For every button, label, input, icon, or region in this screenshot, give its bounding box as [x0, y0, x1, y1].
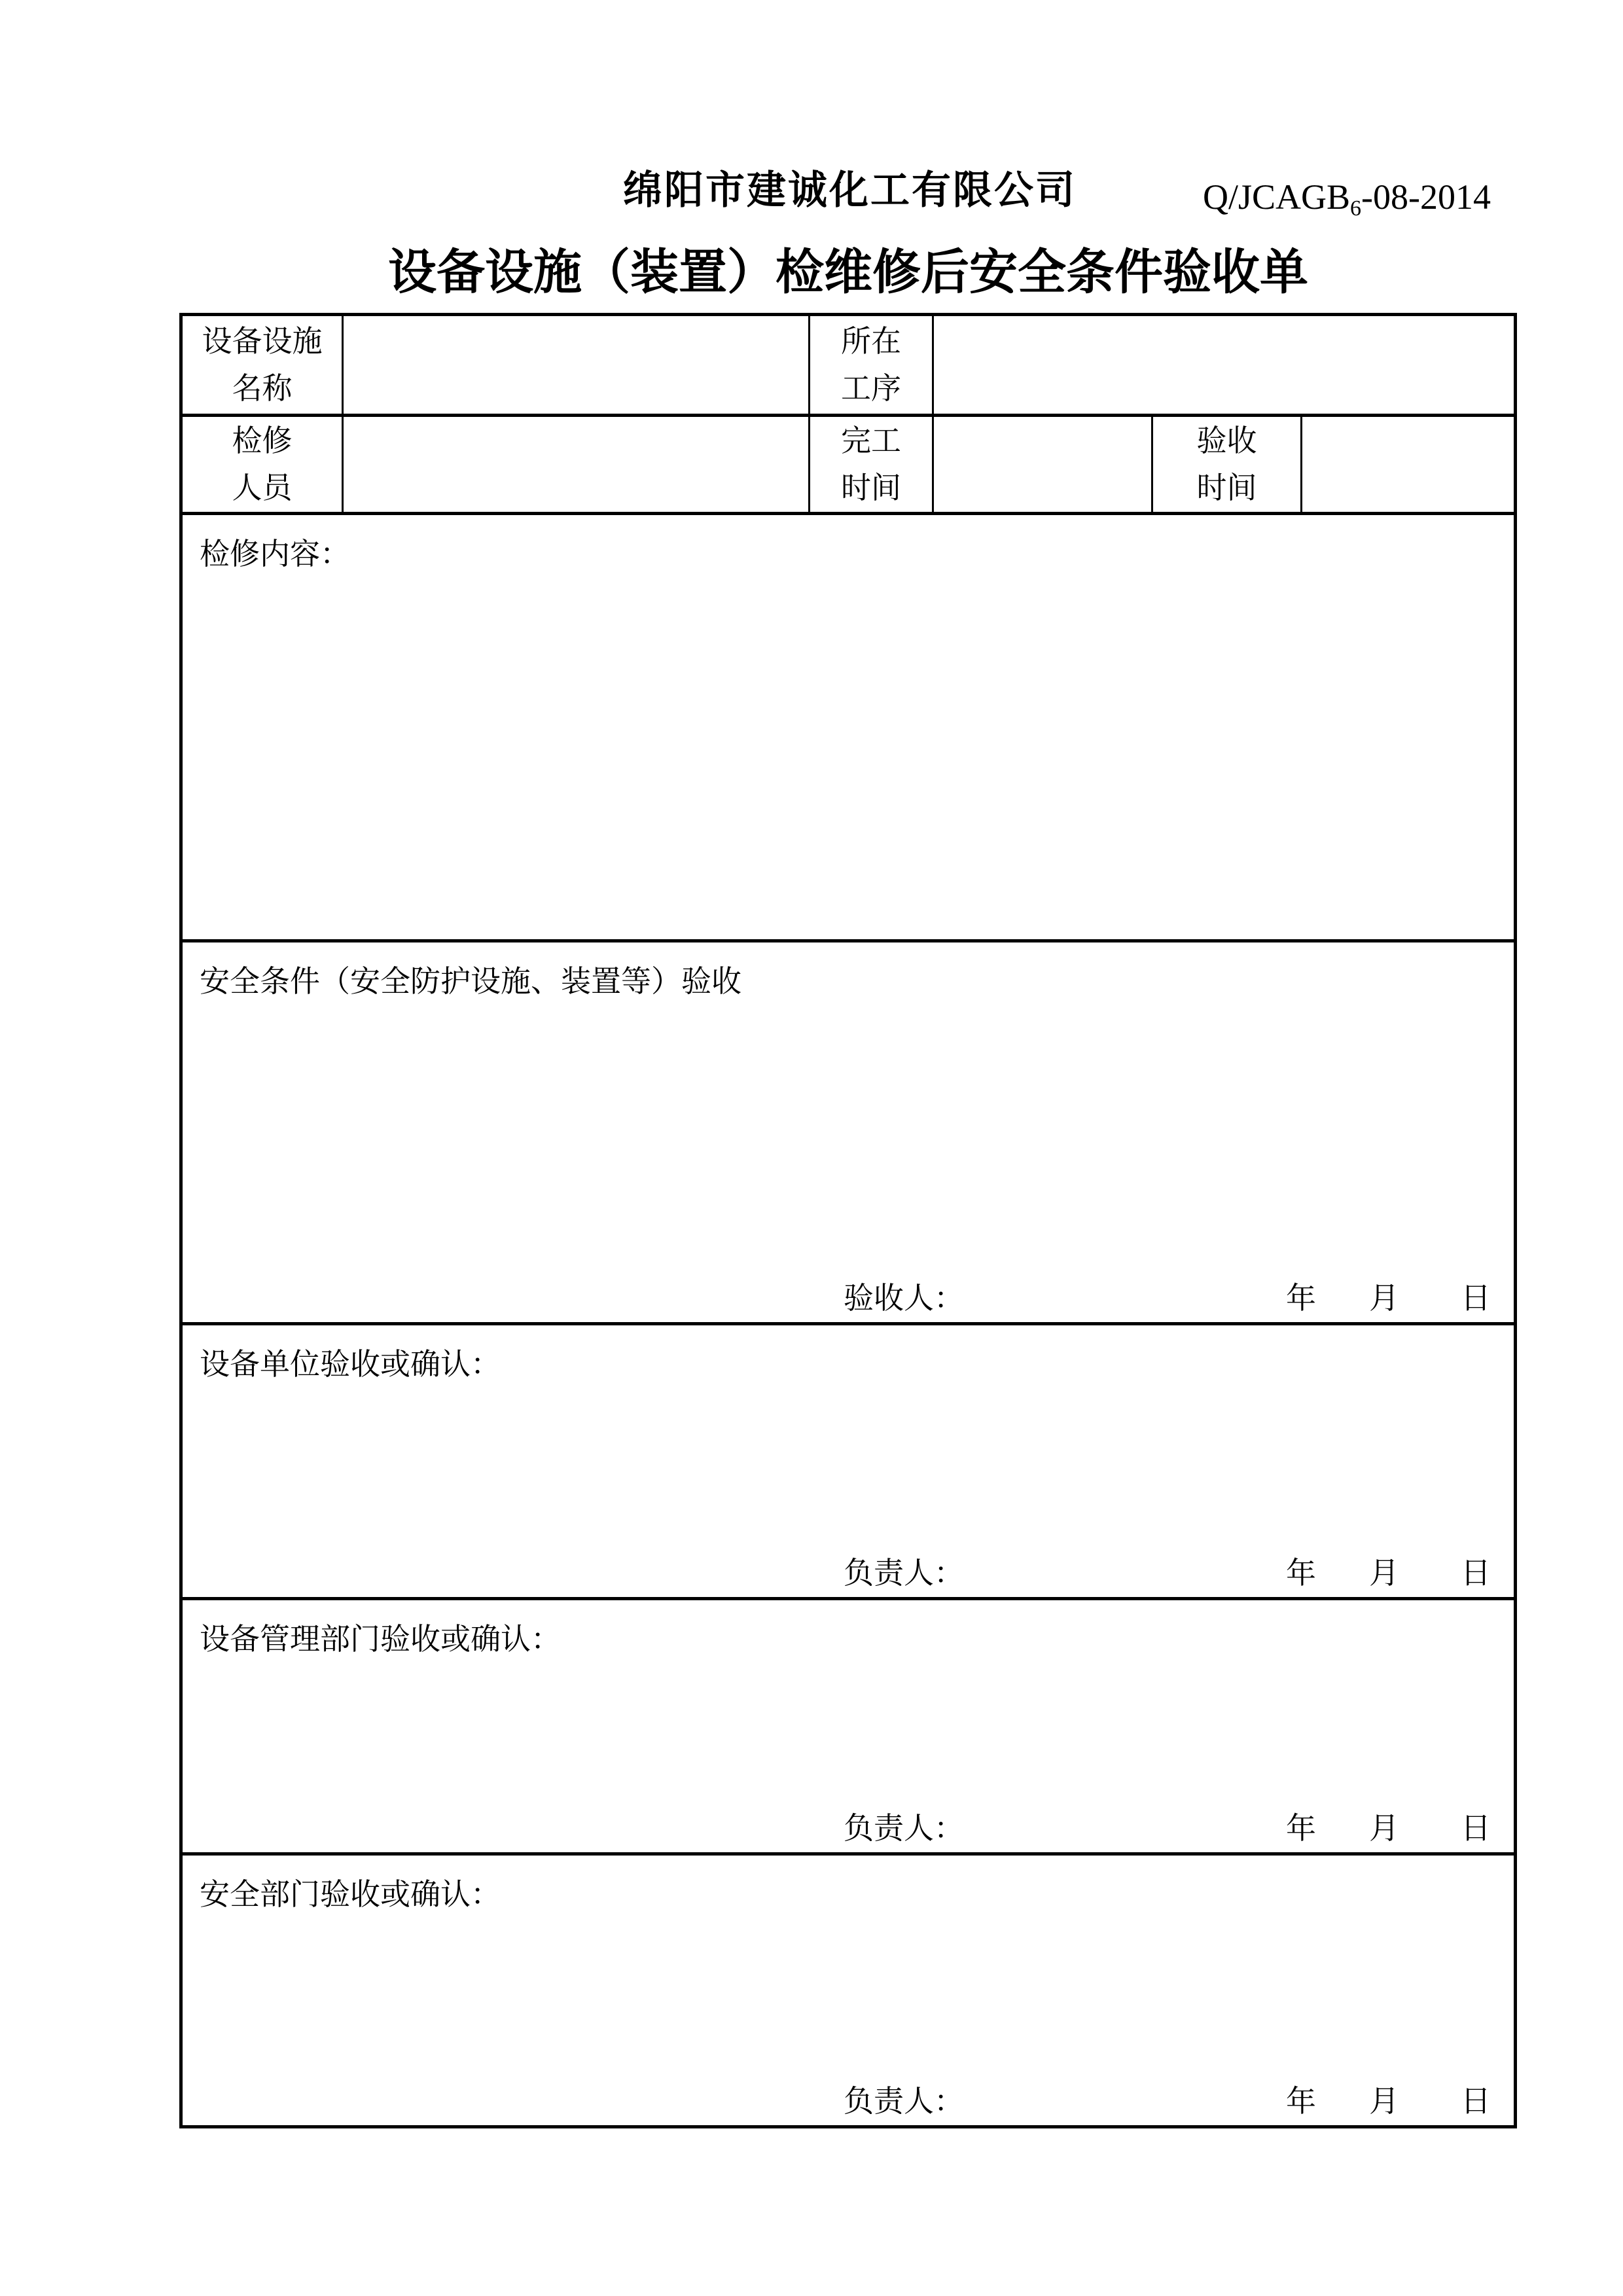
acceptance-time-field[interactable] [1302, 417, 1514, 512]
repair-content-area[interactable] [183, 581, 1514, 893]
process-label-line1: 所在 [841, 324, 901, 358]
completion-time-label [810, 417, 934, 512]
responsible-person-label: 负责人： [844, 1812, 964, 1845]
section-equipment-unit [183, 1322, 1514, 1597]
acceptance-time-label-line2: 时间 [1196, 471, 1257, 505]
completion-time-field[interactable] [934, 417, 1153, 512]
repair-staff-label [183, 417, 344, 512]
repair-content-label: 检修内容： [200, 537, 350, 571]
equipment-mgmt-dept-area[interactable] [183, 1666, 1514, 1806]
responsible-person-label: 负责人： [844, 1556, 964, 1590]
date-day-label: 日 [1461, 1556, 1491, 1590]
repair-staff-label-line2: 人员 [232, 471, 293, 505]
date-month-label: 月 [1369, 1282, 1399, 1315]
process-field[interactable] [934, 316, 1514, 414]
date-year-label: 年 [1286, 1812, 1316, 1845]
acceptance-time-label-line1: 验收 [1196, 423, 1257, 457]
date-year-label: 年 [1286, 1282, 1316, 1315]
date-month-label: 月 [1369, 1556, 1399, 1590]
row-equipment-name [183, 316, 1514, 414]
document-number-subscript: 6 [1350, 196, 1362, 221]
date-day-label: 日 [1461, 1812, 1491, 1845]
completion-time-label-line1: 完工 [841, 423, 901, 457]
date-year-label: 年 [1286, 1556, 1316, 1590]
equipment-name-label [183, 316, 344, 414]
section-safety-dept [183, 1852, 1514, 2125]
row-repair-staff [183, 414, 1514, 512]
process-label [810, 316, 934, 414]
document-number-suffix: -08-2014 [1361, 177, 1491, 217]
safety-dept-label: 安全部门验收或确认： [200, 1878, 501, 1911]
date-month-label: 月 [1369, 1812, 1399, 1845]
date-month-label: 月 [1369, 2085, 1399, 2118]
date-day-label: 日 [1461, 2085, 1491, 2118]
section-safety-conditions [183, 939, 1514, 1322]
repair-staff-field[interactable] [344, 417, 810, 512]
equipment-name-label-line2: 名称 [232, 371, 293, 405]
company-name: 绵阳市建诚化工有限公司 [623, 168, 1077, 212]
completion-time-label-line2: 时间 [841, 471, 901, 505]
responsible-person-label: 负责人： [844, 2085, 964, 2118]
equipment-name-label-line1: 设备设施 [202, 324, 323, 358]
section-repair-content [183, 512, 1514, 939]
acceptance-form-table [179, 313, 1517, 2128]
form-title: 设备设施（装置）检维修后安全条件验收单 [388, 246, 1308, 300]
safety-conditions-label: 安全条件（安全防护设施、装置等）验收 [200, 965, 741, 998]
acceptor-label: 验收人： [844, 1282, 964, 1315]
date-day-label: 日 [1461, 1282, 1491, 1315]
document-number-prefix: Q/JCAGB [1203, 177, 1351, 217]
document-number [1203, 178, 1491, 228]
date-year-label: 年 [1286, 2085, 1316, 2118]
process-label-line2: 工序 [841, 371, 901, 405]
section-equipment-mgmt-dept [183, 1597, 1514, 1852]
acceptance-time-label [1153, 417, 1302, 512]
equipment-mgmt-dept-label: 设备管理部门验收或确认： [200, 1623, 561, 1656]
repair-staff-label-line1: 检修 [232, 423, 293, 457]
equipment-unit-label: 设备单位验收或确认： [200, 1348, 501, 1381]
equipment-unit-area[interactable] [183, 1391, 1514, 1551]
safety-conditions-area[interactable] [183, 1008, 1514, 1276]
safety-dept-area[interactable] [183, 1921, 1514, 2079]
equipment-name-field[interactable] [344, 316, 810, 414]
